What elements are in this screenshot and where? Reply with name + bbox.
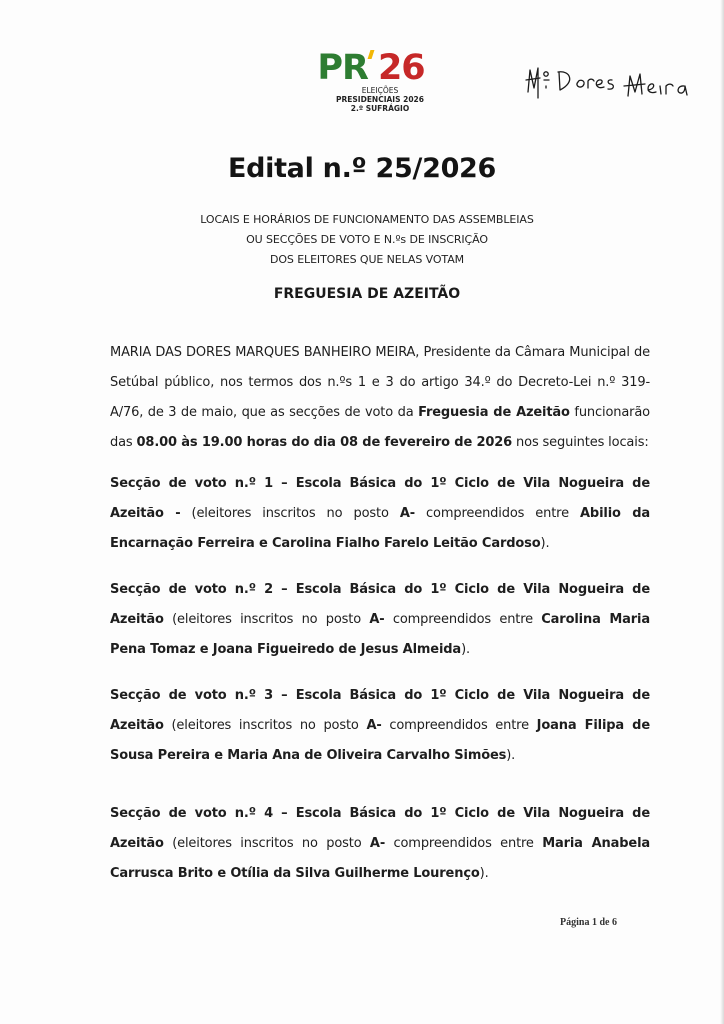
section-text-2: compreendidos entre (384, 612, 542, 627)
section-posto: A- (369, 612, 385, 627)
intro-text-2: funcionarão das (110, 405, 650, 450)
section-heading: Secção de voto n.º 1 – Escola Básica do 1º Ciclo de Vila Nogueira de Azeitão - (110, 476, 650, 521)
section-text-2: compreendidos entre (385, 836, 543, 851)
scan-edge-shadow (720, 0, 724, 1024)
section-end: ). (540, 536, 550, 551)
page-number: Página 1 de 6 (560, 917, 617, 928)
logo-line-1: ELEIÇÕES (361, 86, 399, 95)
intro-text-1: MARIA DAS DORES MARQUES BANHEIRO MEIRA, Presidente da Câmara Municipal de Setúbal público, nos termos dos n.ºs 1 e 3 do artigo 34.º do Decreto-Lei n.º 319-A/76, de 3 de maio, que as secções de voto da (110, 345, 650, 420)
subtitle-line-2: OU SECÇÕES DE VOTO E N.ºs DE INSCRIÇÃO (246, 233, 488, 246)
logo-mark (317, 50, 424, 86)
intro-text-3: nos seguintes locais: (512, 435, 649, 450)
intro-bold-schedule: 08.00 às 19.00 horas do dia 08 de fevereiro de 2026 (136, 435, 513, 450)
logo-number: 26 (377, 48, 425, 88)
subtitle-line-1: LOCAIS E HORÁRIOS DE FUNCIONAMENTO DAS ASSEMBLEIAS (200, 213, 534, 226)
section-text: (eleitores inscritos no posto (180, 506, 400, 521)
section-range: Joana Filipa de Sousa Pereira e Maria Ana de Oliveira Carvalho Simões (110, 718, 650, 763)
section-paragraph-4 (110, 799, 650, 889)
intro-bold-freguesia: Freguesia de Azeitão (418, 405, 570, 420)
freguesia-heading: FREGUESIA DE AZEITÃO (273, 286, 461, 302)
subtitle-line-3: DOS ELEITORES QUE NELAS VOTAM (269, 253, 465, 266)
section-heading: Secção de voto n.º 2 – Escola Básica do 1º Ciclo de Vila Nogueira de Azeitão (110, 582, 650, 627)
section-end: ). (461, 642, 470, 657)
document-title: Edital n.º 25/2026 (227, 153, 497, 184)
section-heading: Secção de voto n.º 3 – Escola Básica do 1º Ciclo de Vila Nogueira de Azeitão (110, 688, 650, 733)
section-end: ). (506, 748, 516, 763)
section-range: Maria Anabela Carrusca Brito e Otília da Silva Guilherme Lourenço (110, 836, 651, 881)
section-paragraph-1 (110, 469, 650, 559)
logo-subtitle (314, 86, 446, 113)
section-posto: A- (366, 718, 382, 733)
section-text: (eleitores inscritos no posto (163, 612, 370, 627)
intro-paragraph (110, 338, 650, 458)
section-paragraph-3 (110, 681, 650, 771)
logo-line-3: 2.º SUFRÁGIO (350, 104, 410, 113)
section-text: (eleitores inscritos no posto (163, 718, 367, 733)
logo-pr: PR (317, 48, 368, 88)
logo-accent-mark (368, 50, 375, 59)
document-subtitle (0, 210, 724, 270)
section-text-2: compreendidos entre (414, 506, 581, 521)
handwritten-signature (524, 64, 696, 108)
section-end: ). (479, 866, 489, 881)
section-paragraph-2 (110, 575, 650, 665)
section-posto: A- (369, 836, 386, 851)
logo-line-2: PRESIDENCIAIS 2026 (336, 95, 424, 104)
section-heading: Secção de voto n.º 4 – Escola Básica do 1º Ciclo de Vila Nogueira de Azeitão (110, 806, 650, 851)
section-range: Carolina Maria Pena Tomaz e Joana Figueiredo de Jesus Almeida (110, 612, 650, 657)
section-range: Abilio da Encarnação Ferreira e Carolina Fialho Farelo Leitão Cardoso (110, 506, 651, 551)
section-text: (eleitores inscritos no posto (163, 836, 370, 851)
section-text-2: compreendidos entre (381, 718, 537, 733)
election-logo (296, 50, 446, 113)
section-posto: A- (399, 506, 415, 521)
